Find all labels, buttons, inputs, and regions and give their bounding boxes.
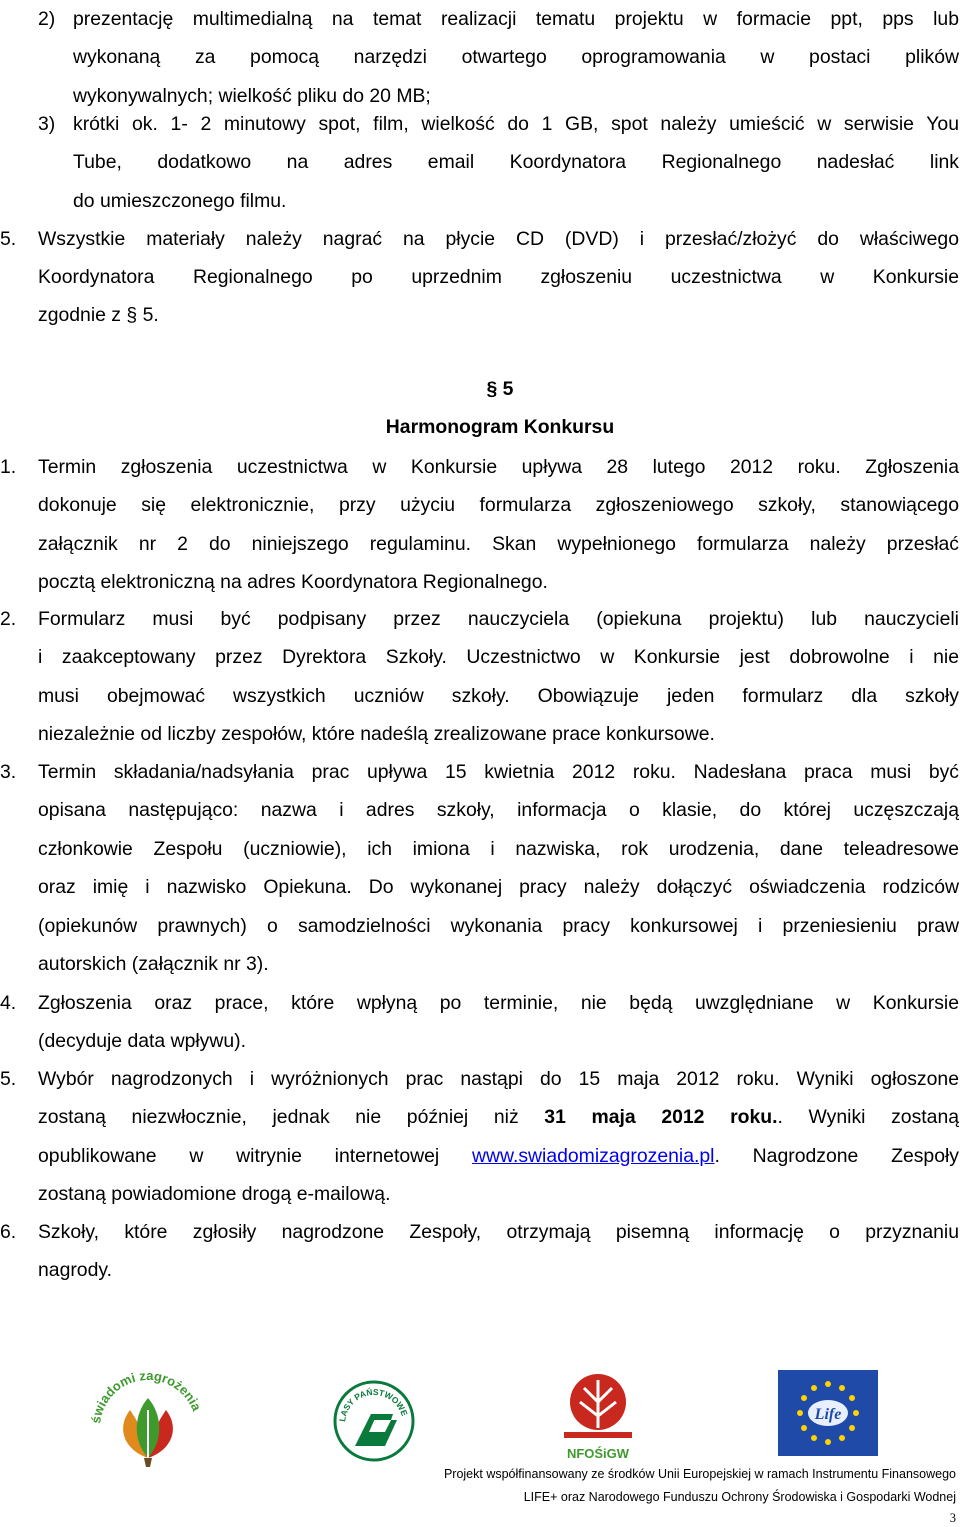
text-line: Zgłoszenia oraz prace, które wpłyną po terminie, nie będą uwzględniane w Konkursie <box>38 992 959 1014</box>
item-number-4: 4. <box>0 992 17 1014</box>
text-line: Termin zgłoszenia uczestnictwa w Konkursie upływa 28 lutego 2012 roku. Zgłoszenia <box>38 456 959 478</box>
text-line: do umieszczonego filmu. <box>73 189 287 212</box>
text-line: niezależnie od liczby zespołów, które nadeślą zrealizowane prace konkursowe. <box>38 723 715 746</box>
text-line: prezentację multimedialną na temat realizacji tematu projektu w formacie ppt, pps lub <box>73 8 959 30</box>
item-number-1: 1. <box>0 456 17 478</box>
text-line: załącznik nr 2 do niniejszego regulaminu. Skan wypełnionego formularza należy przesłać <box>38 532 959 555</box>
item-number-3: 3. <box>0 761 17 783</box>
text-line: musi obejmować wszystkich uczniów szkoły. Obowiązuje jeden formularz dla szkoły <box>38 684 959 707</box>
text-line <box>38 1137 959 1175</box>
footer-line-2: LIFE+ oraz Narodowego Funduszu Ochrony Środowiska i Gospodarki Wodnej <box>523 1490 956 1504</box>
footer-line-1: Projekt współfinansowany ze środków Unii Europejskiej w ramach Instrumentu Finansowego <box>443 1467 956 1481</box>
point-5-text-last: zgodnie z § 5. <box>38 304 159 326</box>
text-line: autorskich (załącznik nr 3). <box>38 953 269 976</box>
text-line: dokonuje się elektronicznie, przy użyciu formularza zgłoszeniowego szkoły, stanowiącego <box>38 494 959 517</box>
text-line: (decyduje data wpływu). <box>38 1030 247 1053</box>
section-symbol: § 5 <box>486 378 514 400</box>
text-span: opublikowane w witrynie internetowej <box>38 1144 472 1167</box>
item-1 <box>38 448 959 602</box>
item-number-2: 2. <box>0 608 17 630</box>
text-line: Koordynatora Regionalnego po uprzednim zgłoszeniu uczestnictwa w Konkursie <box>38 266 959 289</box>
item-number-6: 6. <box>0 1221 17 1243</box>
point-5-text <box>38 220 959 297</box>
text-line: Tube, dodatkowo na adres email Koordynatora Regionalnego nadesłać link <box>73 151 959 174</box>
text-line: Termin składania/nadsyłania prac upływa 15 kwietnia 2012 roku. Nadesłana praca musi być <box>38 761 959 783</box>
lasy-panstwowe-logo <box>333 1380 415 1462</box>
item-5 <box>38 1060 959 1214</box>
text-line: krótki ok. 1- 2 minutowy spot, film, wielkość do 1 GB, spot należy umieścić w serwisie You <box>73 113 959 135</box>
item-number-5: 5. <box>0 1068 17 1090</box>
item-3 <box>38 753 959 983</box>
logo-arc-text: LASY PAŃSTWOWE <box>337 1386 410 1423</box>
eu-life-logo <box>778 1370 878 1456</box>
item-2 <box>38 600 959 754</box>
text-line <box>38 1098 959 1136</box>
text-line: Wszystkie materiały należy nagrać na płycie CD (DVD) i przesłać/złożyć do właściwego <box>38 228 959 250</box>
list-number-3: 3) <box>38 113 56 135</box>
results-date: 31 maja 2012 roku. <box>544 1106 778 1129</box>
logo-text: NFOŚiGW <box>566 1446 630 1461</box>
list-item-3 <box>73 105 959 220</box>
nfosigw-logo <box>560 1372 636 1464</box>
text-line: Wybór nagrodzonych i wyróżnionych prac nastąpi do 15 maja 2012 roku. Wyniki ogłoszone <box>38 1068 959 1090</box>
text-line: Formularz musi być podpisany przez nauczyciela (opiekuna projektu) lub nauczycieli <box>38 608 959 630</box>
text-line: wykonaną za pomocą narzędzi otwartego oprogramowania w postaci plików <box>73 46 959 69</box>
logo-arc-text: świadomi zagrożenia <box>88 1370 205 1425</box>
list-number-2: 2) <box>38 8 56 30</box>
logo-text: Life <box>814 1406 842 1423</box>
text-line: nagrody. <box>38 1259 113 1282</box>
text-span: . Wyniki zostaną <box>777 1106 960 1129</box>
text-line: Szkoły, które zgłosiły nagrodzone Zespoły, otrzymają pisemną informację o przyznaniu <box>38 1221 959 1243</box>
text-span: zostaną niezwłocznie, jednak nie później niż <box>38 1106 545 1129</box>
page-number: 3 <box>949 1511 956 1525</box>
text-line: (opiekunów prawnych) o samodzielności wykonania pracy konkursowej i przeniesieniu praw <box>38 914 959 937</box>
text-line: zostaną powiadomione drogą e-mailową. <box>38 1183 391 1206</box>
text-line: oraz imię i nazwisko Opiekuna. Do wykonanej pracy należy dołączyć oświadczenia rodziców <box>38 876 959 899</box>
list-item-2 <box>73 0 959 115</box>
point-number-5: 5. <box>0 228 17 250</box>
section-title: Harmonogram Konkursu <box>385 416 615 438</box>
text-line: pocztą elektroniczną na adres Koordynatora Regionalnego. <box>38 571 548 594</box>
text-line: i zaakceptowany przez Dyrektora Szkoły. Uczestnictwo w Konkursie jest dobrowolne i nie <box>38 646 959 669</box>
website-link[interactable]: www.swiadomizagrozenia.pl <box>472 1144 715 1167</box>
item-6 <box>38 1213 959 1290</box>
item-4 <box>38 984 959 1061</box>
text-span: . Nagrodzone Zespoły <box>714 1144 959 1167</box>
swiadomi-zagrozenia-logo <box>88 1370 208 1468</box>
text-line: członkowie Zespołu (uczniowie), ich imiona i nazwiska, rok urodzenia, dane teleadresowe <box>38 837 959 860</box>
text-line: opisana następująco: nazwa i adres szkoły, informacja o klasie, do której uczęszczają <box>38 799 959 822</box>
text-line: wykonywalnych; wielkość pliku do 20 MB; <box>73 84 431 107</box>
